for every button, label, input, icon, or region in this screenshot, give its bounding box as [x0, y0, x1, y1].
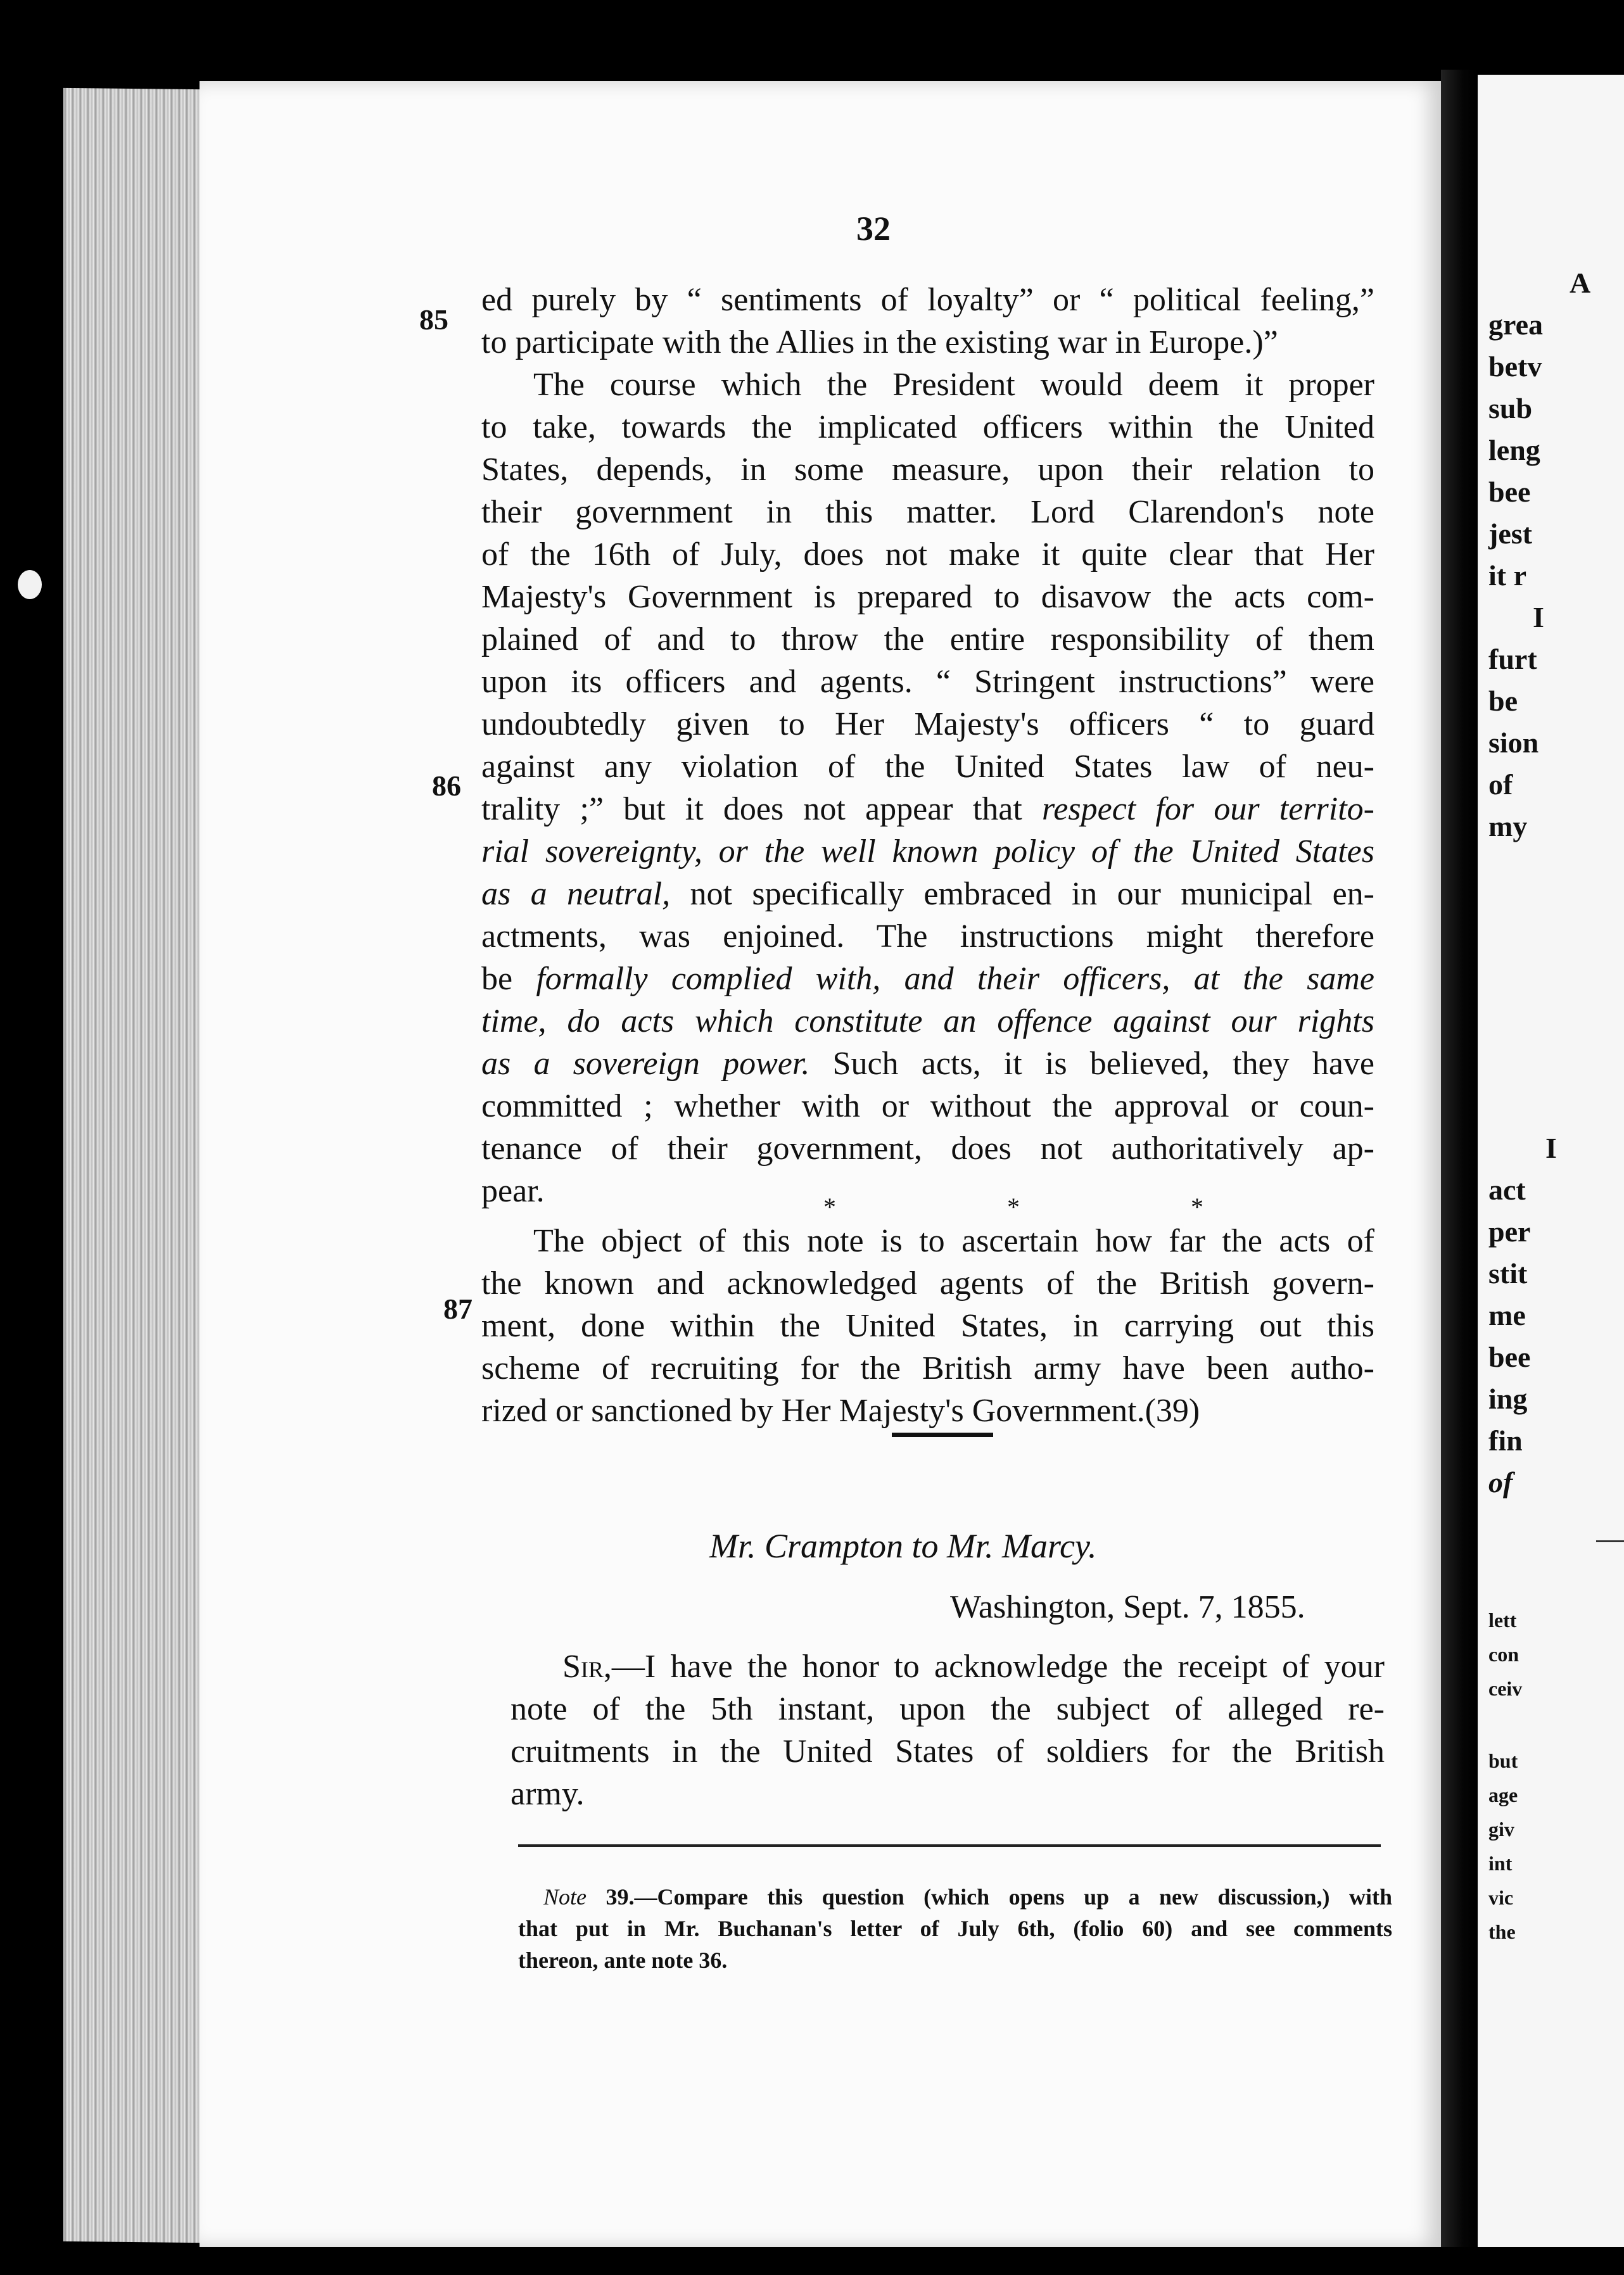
- facing-page-fragment: I: [1533, 601, 1544, 633]
- facing-page-fragment: furt: [1488, 643, 1537, 675]
- text-line: [481, 1042, 1374, 1085]
- section-divider: [892, 1433, 993, 1437]
- text-line: The course which the President would deem it proper: [533, 367, 1374, 403]
- main-text: [481, 279, 1374, 1432]
- footnote-line: that put in Mr. Buchanan's letter of July 6th, (folio 60) and see comments: [518, 1916, 1392, 1941]
- footnote-rule: [518, 1844, 1381, 1847]
- facing-page-fragment: age: [1488, 1784, 1518, 1806]
- text-line: [481, 958, 1374, 1000]
- facing-page-fragment: leng: [1488, 434, 1540, 466]
- facing-page-fragment: ing: [1488, 1383, 1528, 1415]
- text-line: committed ; whether with or without the approval or coun-: [481, 1088, 1374, 1124]
- text-run: not specifically embraced in our municipal en-: [670, 876, 1374, 912]
- text-line: actments, was enjoined. The instructions might therefore: [481, 918, 1374, 954]
- facing-page-fragment: but: [1488, 1749, 1518, 1772]
- italic-run: as a neutral,: [481, 876, 671, 912]
- text-line: rized or sanctioned by Her Majesty's Government.(39): [481, 1393, 1200, 1429]
- text-line: of the 16th of July, does not make it quite clear that Her: [481, 536, 1374, 573]
- text-line: their government in this matter. Lord Clarendon's note: [481, 494, 1374, 530]
- text-line: [481, 788, 1374, 830]
- text-line: [511, 1645, 1385, 1688]
- italic-run: respect for our territo-: [1042, 791, 1374, 827]
- text-run: —I have the honor to acknowledge the receipt of your: [611, 1649, 1385, 1685]
- facing-page-fragment: jest: [1488, 517, 1532, 550]
- facing-page-fragment: vic: [1488, 1886, 1514, 1909]
- facing-page-fragment: me: [1488, 1299, 1526, 1331]
- text-run: 39.—Compare this question (which opens up a new discussion,) with: [587, 1884, 1392, 1910]
- italic-run: as a sovereign power.: [481, 1046, 810, 1082]
- facing-page-fragment: be: [1488, 685, 1518, 717]
- footnote-line: thereon, ante note 36.: [518, 1948, 728, 1973]
- facing-page-fragment: lett: [1488, 1609, 1517, 1632]
- facing-page-fragment: stit: [1488, 1257, 1528, 1290]
- facing-page-fragment: con: [1488, 1643, 1519, 1666]
- letter-dateline: Washington, Sept. 7, 1855.: [950, 1589, 1305, 1625]
- letter-heading: Mr. Crampton to Mr. Marcy.: [709, 1527, 1097, 1565]
- scan-speck: [18, 570, 42, 599]
- text-line: undoubtedly given to Her Majesty's officers “ to guard: [481, 706, 1374, 742]
- text-line: note of the 5th instant, upon the subject of alleged re-: [511, 1691, 1385, 1727]
- margin-number-86: 86: [432, 770, 461, 802]
- margin-number-85: 85: [419, 303, 448, 336]
- text-line: rial sovereignty, or the well known policy of the United States: [481, 833, 1374, 870]
- facing-page-fragment: I: [1545, 1132, 1557, 1164]
- facing-page-fragment: A: [1570, 267, 1591, 299]
- text-line: to take, towards the implicated officers within the United: [481, 409, 1374, 445]
- text-line: ed purely by “ sentiments of loyalty” or “ political feeling,”: [481, 282, 1374, 318]
- facing-page-fragment: it r: [1488, 559, 1527, 592]
- letter-body: [511, 1645, 1385, 1815]
- facing-page-fragment: betv: [1488, 350, 1542, 383]
- text-line: pear.: [481, 1173, 545, 1209]
- facing-page-fragment: bee: [1488, 476, 1531, 508]
- facing-page-rule: [1596, 1540, 1624, 1542]
- facing-page-fragment: act: [1488, 1174, 1526, 1206]
- text-line: The object of this note is to ascertain how far the acts of: [533, 1223, 1374, 1259]
- footnote: [518, 1881, 1392, 1976]
- facing-page-fragment: int: [1488, 1852, 1513, 1875]
- footnote-label: Note: [543, 1884, 587, 1910]
- facing-page-fragment: of: [1488, 768, 1513, 801]
- facing-page-fragment: sion: [1488, 726, 1539, 759]
- text-run: be: [481, 961, 536, 997]
- text-line: army.: [511, 1776, 585, 1812]
- text-line: [481, 873, 1374, 915]
- facing-page-fragment: per: [1488, 1215, 1531, 1248]
- page-number: 32: [856, 210, 891, 248]
- text-line: States, depends, in some measure, upon their relation to: [481, 452, 1374, 488]
- salutation: Sir,: [562, 1649, 612, 1685]
- facing-page-fragment: bee: [1488, 1341, 1531, 1373]
- text-line: the known and acknowledged agents of the British govern-: [481, 1265, 1374, 1302]
- text-run: Such acts, it is believed, they have: [809, 1046, 1375, 1082]
- text-line: ment, done within the United States, in carrying out this: [481, 1308, 1374, 1344]
- facing-page-fragment: of: [1488, 1466, 1513, 1499]
- text-line: time, do acts which constitute an offence against our rights: [481, 1003, 1374, 1039]
- text-line: plained of and to throw the entire responsibility of them: [481, 621, 1374, 657]
- facing-page-fragment: ceiv: [1488, 1677, 1523, 1700]
- text-line: to participate with the Allies in the existing war in Europe.)”: [481, 324, 1278, 360]
- facing-page-fragment: the: [1488, 1920, 1516, 1943]
- facing-page-fragment: fin: [1488, 1424, 1523, 1457]
- page-leaves-edge: [63, 88, 200, 2243]
- text-line: cruitments in the United States of soldiers for the British: [511, 1733, 1385, 1770]
- text-line: Majesty's Government is prepared to disavow the acts com-: [481, 579, 1374, 615]
- facing-page-fragment: my: [1488, 810, 1528, 842]
- book-gutter: [1441, 70, 1478, 2255]
- text-line: scheme of recruiting for the British army have been autho-: [481, 1350, 1374, 1386]
- footnote-line: [518, 1881, 1392, 1913]
- facing-page-fragment: sub: [1488, 392, 1533, 424]
- scan-bottom-border: [0, 2247, 1624, 2275]
- ellipsis-stars: * * *: [823, 1193, 1286, 1221]
- text-line: against any violation of the United States law of neu-: [481, 749, 1374, 785]
- italic-run: formally complied with, and their officers, at the same: [536, 961, 1374, 997]
- facing-page-fragment: grea: [1488, 308, 1544, 341]
- text-run: trality ;” but it does not appear that: [481, 791, 1042, 827]
- text-line: upon its officers and agents. “ Stringent instructions” were: [481, 664, 1374, 700]
- facing-page-fragment: giv: [1488, 1818, 1514, 1841]
- text-line: tenance of their government, does not authoritatively ap-: [481, 1131, 1374, 1167]
- margin-number-87: 87: [443, 1293, 473, 1325]
